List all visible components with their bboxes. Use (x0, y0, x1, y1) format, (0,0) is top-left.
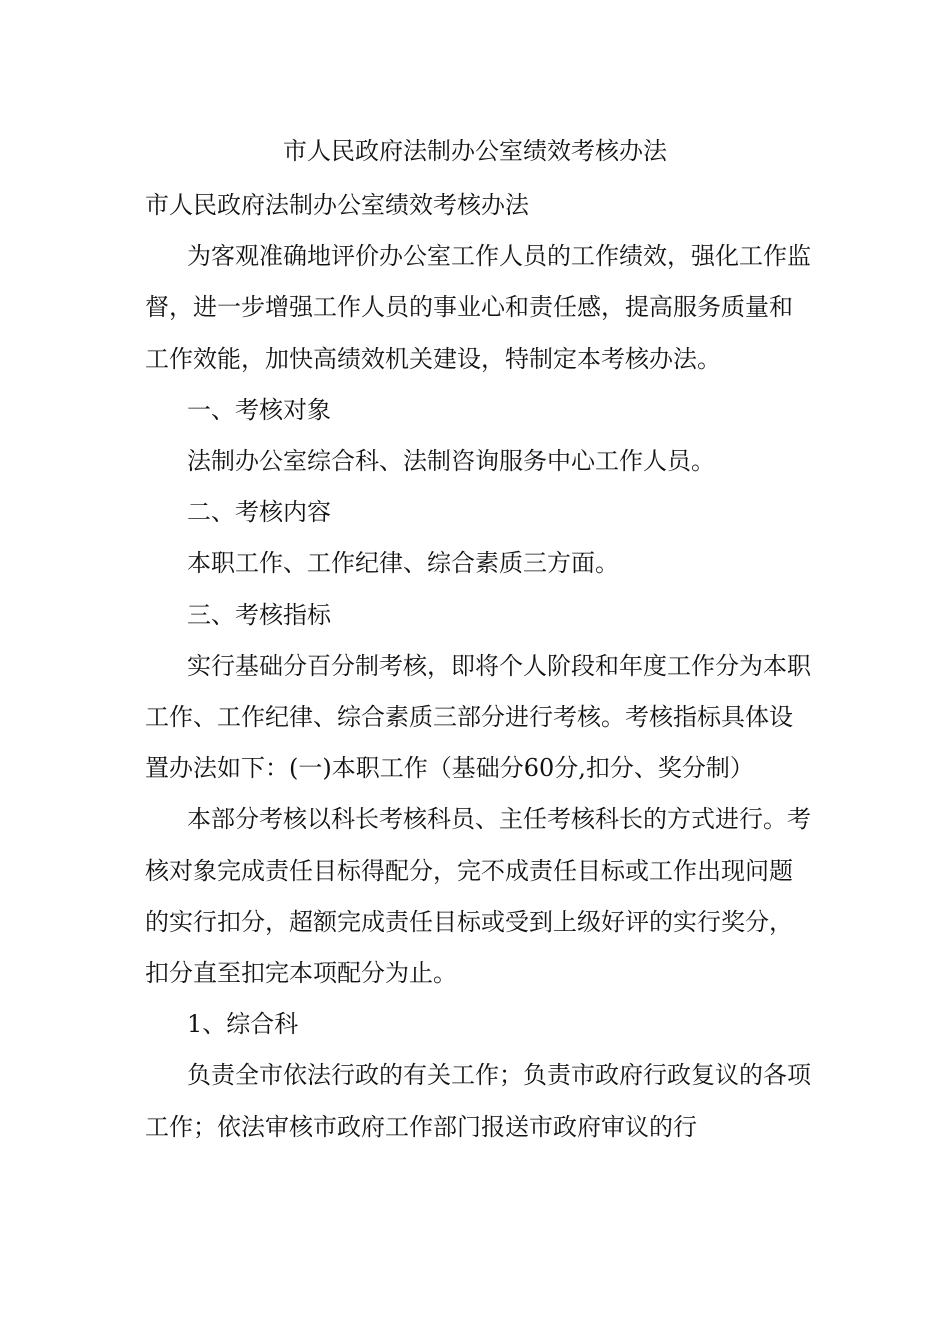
subsection-1-paragraph: 负责全市依法行政的有关工作；负责市政府行政复议的各项工作；依法审核市政府工作部门报送市政府审议的行 (145, 1061, 811, 1141)
section-3-paragraph: 实行基础分百分制考核，即将个人阶段和年度工作分为本职工作、工作纪律、综合素质三部分进行考核。考核指标具体设置办法如下：(一)本职工作（基础分60分,扣分、奖分制） (145, 651, 811, 783)
document-title: 市人民政府法制办公室绩效考核办法 (283, 137, 667, 165)
section-heading-2: 二、考核内容 (187, 498, 331, 527)
subsection-heading-1: 1、综合科 (187, 1010, 299, 1039)
section-2-paragraph: 本职工作、工作纪律、综合素质三方面。 (187, 549, 619, 578)
section-heading-1: 一、考核对象 (187, 395, 331, 424)
section-heading-3: 三、考核指标 (187, 600, 331, 629)
document-body (145, 180, 815, 1153)
section-1-paragraph: 法制办公室综合科、法制咨询服务中心工作人员。 (187, 447, 715, 476)
assessment-method-paragraph: 本部分考核以科长考核科员、主任考核科长的方式进行。考核对象完成责任目标得配分，完不成责任目标或工作出现问题的实行扣分，超额完成责任目标或受到上级好评的实行奖分，扣分直至扣完本项配分为止。 (145, 805, 811, 988)
document-subtitle: 市人民政府法制办公室绩效考核办法 (145, 191, 529, 219)
intro-paragraph: 为客观准确地评价办公室工作人员的工作绩效，强化工作监督，进一步增强工作人员的事业心和责任感，提高服务质量和工作效能，加快高绩效机关建设，特制定本考核办法。 (145, 242, 811, 373)
